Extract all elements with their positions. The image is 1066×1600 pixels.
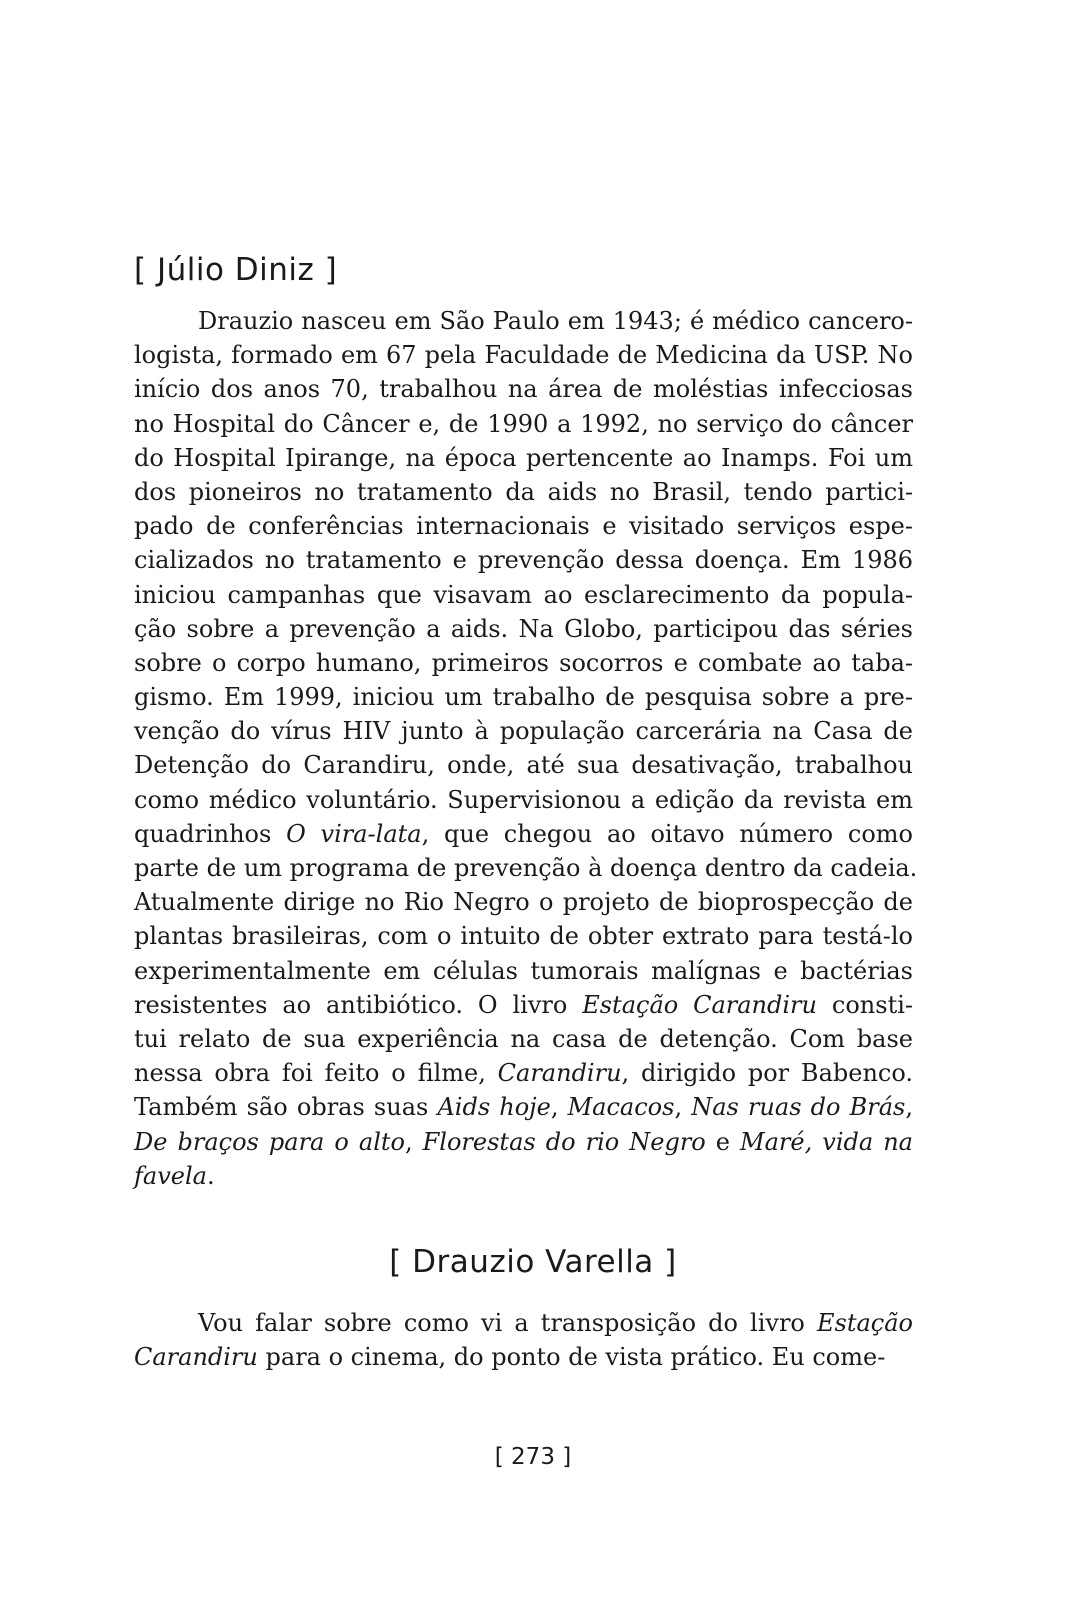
- text-line: [134, 612, 913, 646]
- text-run: como médico voluntário. Supervisionou a edição da revista em: [134, 785, 913, 814]
- text-line: [134, 817, 913, 851]
- italic-title: Carandiru: [497, 1059, 622, 1088]
- text-run: , dirigido por Babenco.: [621, 1059, 914, 1088]
- text-line: [134, 1056, 913, 1090]
- text-line: [134, 954, 913, 988]
- text-run: no Hospital do Câncer e, de 1990 a 1992, no serviço do câncer: [134, 409, 913, 438]
- text-run: ,: [404, 1127, 423, 1156]
- text-line: [134, 578, 913, 612]
- text-line: [134, 304, 913, 338]
- text-line: [134, 441, 913, 475]
- text-line: [134, 646, 913, 680]
- text-run: nessa obra foi feito o filme,: [134, 1059, 498, 1088]
- italic-title: Estação: [817, 1309, 913, 1337]
- text-line: [134, 851, 918, 885]
- text-run: ção sobre a prevenção a aids. Na Globo, participou das séries: [134, 614, 913, 643]
- text-run: início dos anos 70, trabalhou na área de moléstias infecciosas: [134, 375, 913, 404]
- italic-title: Macacos: [567, 1093, 675, 1122]
- italic-title: O vira-lata: [286, 819, 422, 848]
- italic-title: Nas ruas do Brás: [691, 1093, 906, 1122]
- text-run: pado de conferências internacionais e visitado serviços espe-: [134, 512, 913, 541]
- text-run: experimentalmente em células tumorais malígnas e bactérias: [134, 956, 913, 985]
- text-run: Também são obras suas: [134, 1093, 438, 1122]
- italic-title: Florestas do rio Negro: [422, 1127, 706, 1156]
- text-run: logista, formado em 67 pela Faculdade de Medicina da USP. No: [134, 341, 913, 370]
- text-run: e: [705, 1127, 741, 1156]
- text-run: venção do vírus HIV junto à população carcerária na Casa de: [134, 717, 913, 746]
- text-run: tui relato de sua experiência na casa de detenção. Com base: [134, 1024, 913, 1053]
- text-run: parte de um programa de prevenção à doença dentro da cadeia.: [134, 854, 918, 882]
- text-line: [134, 988, 913, 1022]
- text-run: do Hospital Ipirange, na época pertencente ao Inamps. Foi um: [134, 443, 913, 472]
- text-run: ,: [674, 1093, 692, 1122]
- text-line: [134, 338, 913, 372]
- page-number: [ 273 ]: [494, 1444, 572, 1470]
- text-line: [134, 714, 913, 748]
- italic-title: Carandiru: [134, 1343, 258, 1372]
- italic-title: De braços para o alto: [134, 1127, 405, 1156]
- text-line: [134, 783, 913, 817]
- text-run: Vou falar sobre como vi a transposição do livro: [198, 1309, 817, 1337]
- italic-title: Maré, vida na: [740, 1127, 913, 1156]
- text-run: quadrinhos: [134, 819, 287, 848]
- text-line: [134, 543, 913, 577]
- talk-paragraph: [134, 1306, 913, 1374]
- text-line: [134, 1022, 913, 1056]
- text-line: [134, 885, 913, 919]
- text-run: , que chegou ao oitavo número como: [421, 819, 913, 848]
- text-run: gismo. Em 1999, iniciou um trabalho de pesquisa sobre a pre-: [134, 683, 913, 712]
- text-line: [134, 372, 913, 406]
- text-run: resistentes ao antibiótico. O livro: [134, 990, 583, 1019]
- text-line: [134, 1306, 913, 1340]
- italic-title: Aids hoje: [437, 1093, 551, 1122]
- text-run: Detenção do Carandiru, onde, até sua desativação, trabalhou: [134, 751, 913, 780]
- text-line: [134, 680, 913, 714]
- text-line: [134, 475, 913, 509]
- text-line: [134, 1159, 913, 1193]
- text-run: .: [206, 1161, 215, 1190]
- text-run: ,: [905, 1093, 913, 1122]
- text-run: Atualmente dirige no Rio Negro o projeto de bioprospecção de: [134, 888, 913, 917]
- speaker-heading-julio-diniz: [ Júlio Diniz ]: [134, 252, 338, 288]
- bio-paragraph: [134, 304, 918, 1193]
- text-run: para o cinema, do ponto de vista prático. Eu come-: [257, 1343, 886, 1372]
- text-run: sobre o corpo humano, primeiros socorros e combate ao taba-: [134, 648, 913, 677]
- text-line: [134, 509, 913, 543]
- text-run: Drauzio nasceu em São Paulo em 1943; é médico cancero-: [198, 307, 913, 335]
- text-run: ,: [550, 1093, 568, 1122]
- text-run: iniciou campanhas que visavam ao esclarecimento da popula-: [134, 580, 913, 609]
- text-run: dos pioneiros no tratamento da aids no Brasil, tendo partici-: [134, 477, 913, 506]
- italic-title: Estação Carandiru: [582, 990, 817, 1019]
- speaker-heading-drauzio-varella: [ Drauzio Varella ]: [389, 1244, 677, 1280]
- text-run: plantas brasileiras, com o intuito de obter extrato para testá-lo: [134, 922, 913, 951]
- text-run: cializados no tratamento e prevenção dessa doença. Em 1986: [134, 546, 913, 575]
- text-run: consti-: [817, 990, 913, 1019]
- italic-title: favela: [134, 1161, 207, 1190]
- text-line: [134, 748, 913, 782]
- text-line: [134, 407, 913, 441]
- text-line: [134, 1125, 913, 1159]
- text-line: [134, 1340, 913, 1374]
- text-line: [134, 1090, 913, 1124]
- text-line: [134, 919, 913, 953]
